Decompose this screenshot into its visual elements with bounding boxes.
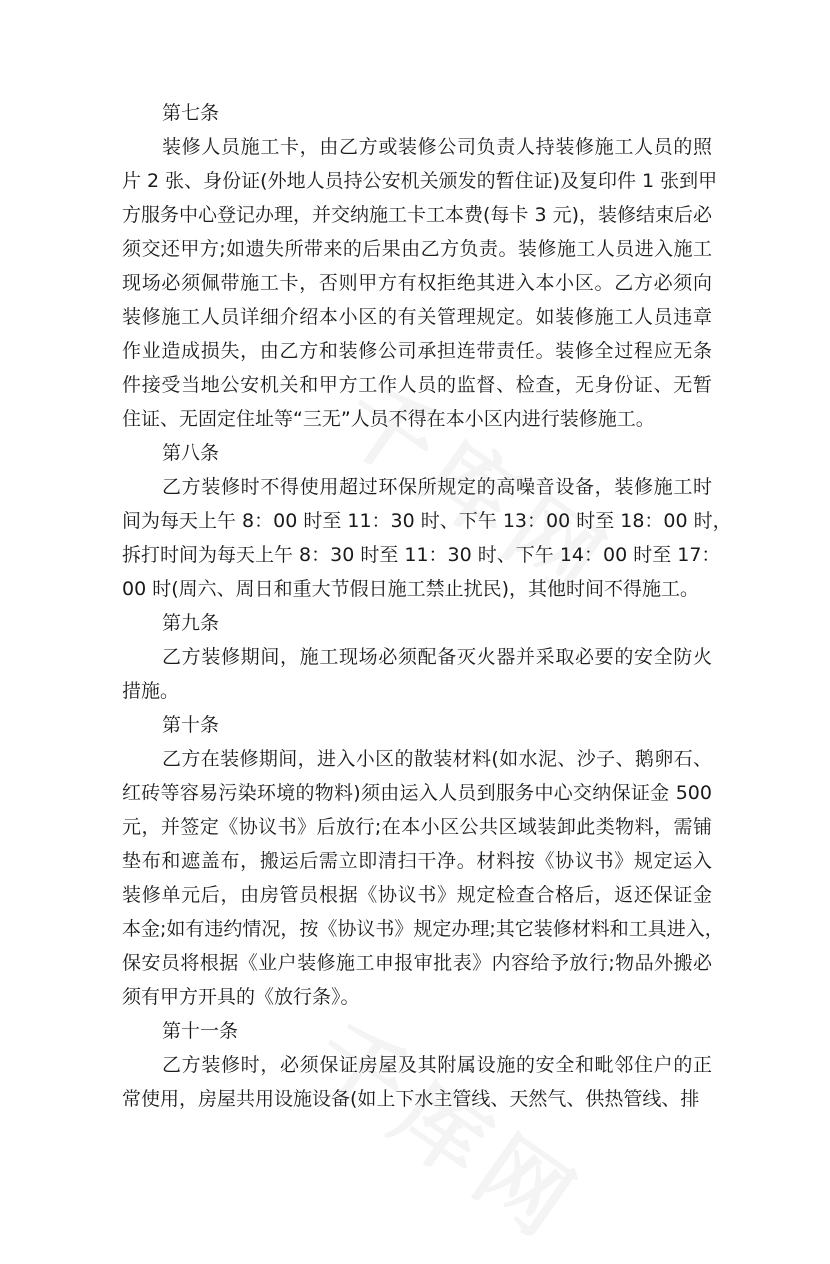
paragraph-line: 现场必须佩带施工卡，否则甲方有权拒绝其进入本小区。乙方必须向 (122, 272, 712, 294)
paragraph-line: 保安员将根据《业户装修施工申报审批表》内容给予放行;物品外搬必 (122, 952, 712, 974)
article-paragraph (122, 742, 724, 1014)
article-heading: 第七条 (162, 102, 220, 124)
article-heading: 第九条 (162, 612, 220, 634)
paragraph-line: 须有甲方开具的《放行条》。 (122, 986, 360, 1008)
paragraph-line: 须交还甲方;如遗失所带来的后果由乙方负责。装修施工人员进入施工 (122, 238, 712, 260)
paragraph-line: 乙方装修时不得使用超过环保所规定的高噪音设备，装修施工时 (162, 476, 712, 498)
paragraph-line: 住证、无固定住址等“三无”人员不得在本小区内进行装修施工。 (122, 408, 655, 430)
paragraph-line: 措施。 (122, 680, 180, 702)
paragraph-line: 00 时(周六、周日和重大节假日施工禁止扰民)，其他时间不得施工。 (122, 578, 700, 600)
paragraph-line: 作业造成损失，由乙方和装修公司承担连带责任。装修全过程应无条 (122, 340, 712, 362)
paragraph-line: 元，并签定《协议书》后放行;在本小区公共区域装卸此类物料，需铺 (122, 816, 712, 838)
paragraph-line: 方服务中心登记办理，并交纳施工卡工本费(每卡 3 元)，装修结束后必 (122, 204, 712, 226)
paragraph-line: 片 2 张、身份证(外地人员持公安机关颁发的暂住证)及复印件 1 张到甲 (122, 170, 718, 192)
paragraph-line: 常使用，房屋共用设施设备(如上下水主管线、天然气、供热管线、排 (122, 1088, 700, 1110)
paragraph-line: 装修施工人员详细介绍本小区的有关管理规定。如装修施工人员违章 (122, 306, 712, 328)
article-heading: 第十条 (162, 714, 220, 736)
paragraph-line: 本金;如有违约情况，按《协议书》规定办理;其它装修材料和工具进入， (122, 918, 724, 940)
paragraph-line: 垫布和遮盖布，搬运后需立即清扫干净。材料按《协议书》规定运入 (122, 850, 712, 872)
paragraph-line: 乙方装修期间，施工现场必须配备灭火器并采取必要的安全防火 (162, 646, 712, 668)
paragraph-line: 装修单元后，由房管员根据《协议书》规定检查合格后，返还保证金 (122, 884, 712, 906)
paragraph-line: 件接受当地公安机关和甲方工作人员的监督、检查，无身份证、无暂 (122, 374, 712, 396)
article-paragraph (122, 470, 732, 606)
paragraph-line: 乙方在装修期间，进入小区的散装材料(如水泥、沙子、鹅卵石、 (162, 748, 712, 770)
paragraph-line: 乙方装修时，必须保证房屋及其附属设施的安全和毗邻住户的正 (162, 1054, 712, 1076)
paragraph-line: 间为每天上午 8：00 时至 11：30 时、下午 13：00 时至 18：00 时， (122, 510, 732, 532)
paragraph-line: 拆打时间为每天上午 8：30 时至 11：30 时、下午 14：00 时至 17： (122, 544, 721, 566)
article-paragraph (122, 640, 712, 708)
article-heading: 第八条 (162, 442, 220, 464)
document-body (122, 96, 732, 1116)
article-paragraph (122, 1048, 712, 1116)
article-paragraph (122, 130, 718, 436)
paragraph-line: 装修人员施工卡，由乙方或装修公司负责人持装修施工人员的照 (162, 136, 712, 158)
paragraph-line: 红砖等容易污染环境的物料)须由运入人员到服务中心交纳保证金 500 (122, 782, 712, 804)
article-heading: 第十一条 (162, 1020, 239, 1042)
